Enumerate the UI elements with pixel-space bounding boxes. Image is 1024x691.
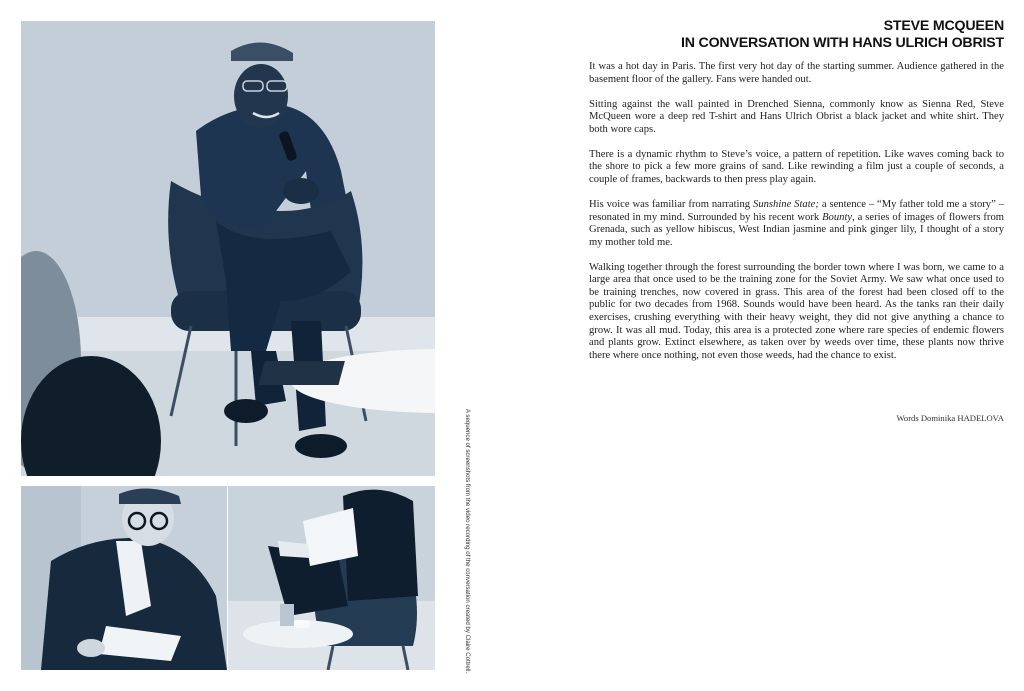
paragraph-4-part-a: His voice was familiar from narrating (589, 198, 754, 210)
paragraph-2: Sitting against the wall painted in Drenched Sienna, commonly know as Sienna Red, Steve McQueen wore a deep red T-shirt and Hans Ulrich Obrist a black jacket and white shirt. They both wore caps. (589, 98, 1004, 135)
article-title (681, 18, 1004, 52)
work-title-bounty: Bounty (822, 211, 853, 223)
photo-caption: A sequence of screenshots from the video recording of the conversation created by Claire Cottrell. (464, 409, 471, 674)
paragraph-3: There is a dynamic rhythm to Steve’s voice, a pattern of repetition. Like waves coming back to the shore to pick a few more grains of sand. Like rewinding a film just a couple of seconds, a couple of frames, backwards to then press play again. (589, 148, 1004, 185)
photo-seated-reader (228, 486, 435, 670)
photo-hans-ulrich-obrist (21, 486, 227, 670)
paragraph-5: Walking together through the forest surrounding the border town where I was born, we came to a large area that once used to be the training zone for the Soviet Army. We saw what once used to be training trenches, now covered in grass. This area of the forest had been closed off to the public for two decades from 1968. Sounds would have been heard. As the tanks ran their daily exercises, crushing everything with their heavy weight, they did not give anything a chance to grow. It was all mud. Today, this area is a protected zone where rare species of endemic flowers and plants grow. Extinct elsewhere, as taken over by weeds over time, these plants now thrive there where once nothing, not even those weeds, had the chance to exist. (589, 261, 1004, 361)
photo-steve-mcqueen (21, 21, 435, 476)
paragraph-1: It was a hot day in Paris. The first very hot day of the starting summer. Audience gathered in the basement floor of the gallery. Fans were handed out. (589, 61, 1004, 85)
title-line-2: IN CONVERSATION WITH HANS ULRICH OBRIST (681, 35, 1004, 51)
title-line-1: STEVE MCQUEEN (883, 18, 1004, 34)
author-credit: Words Dominika HADELOVA (896, 413, 1004, 423)
paragraph-4-part-c: , a series of images of flowers from Grenada, such as yellow hibiscus, West Indian jasmine and pink ginger lily, I thought of a story my mother told me. (589, 211, 1004, 248)
work-title-sunshine-state: Sunshine State; (753, 198, 819, 210)
paragraph-4 (589, 199, 1004, 249)
article-body (589, 61, 1004, 375)
paragraph-4-part-b: a sentence – “My father told me a story” – resonated in my mind. Surrounded by his recent work (589, 198, 1004, 223)
